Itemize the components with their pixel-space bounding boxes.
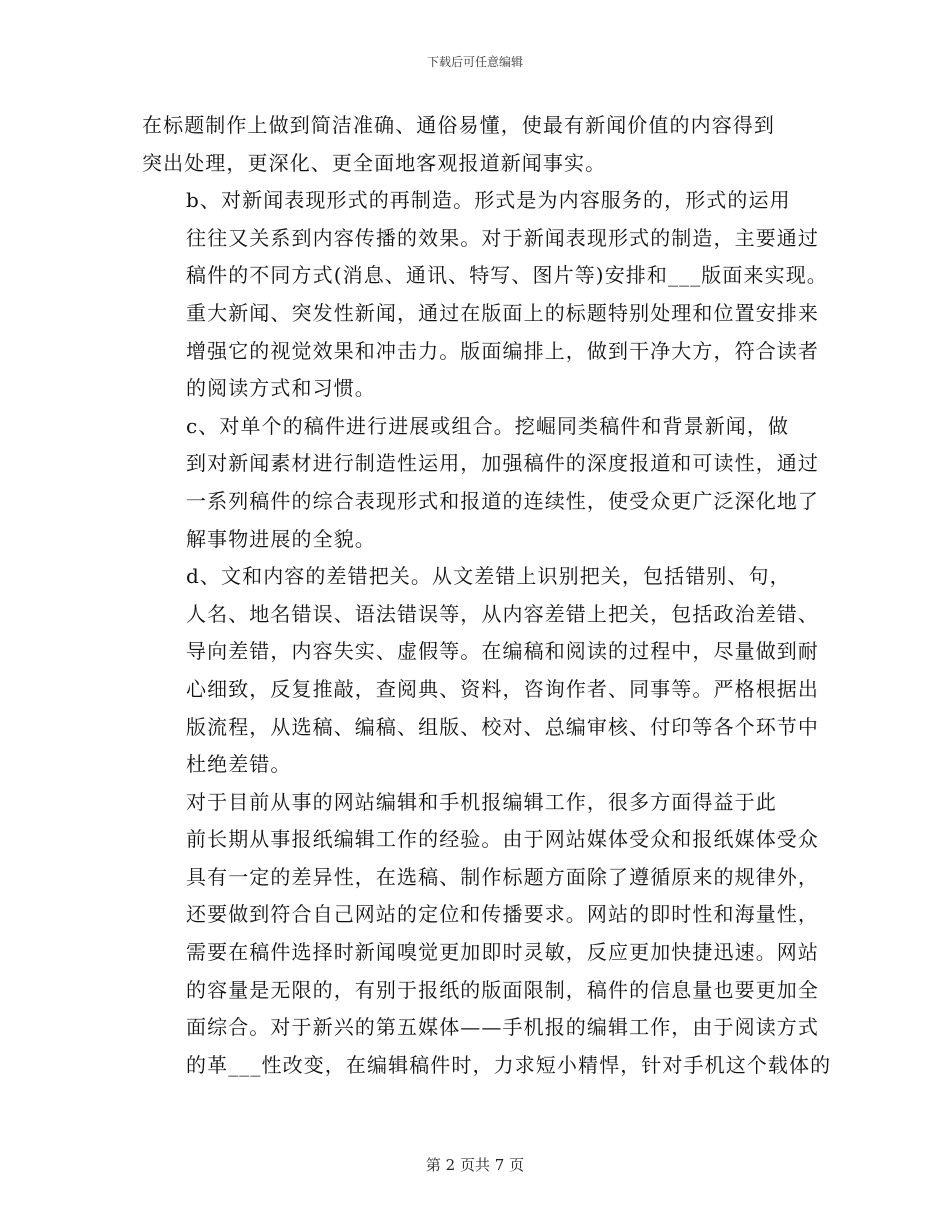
- text-line: 增强它的视觉效果和冲击力。版面编排上，做到干净大方，符合读者: [186, 338, 819, 363]
- text-line: b、对新闻表现形式的再制造。形式是为内容服务的，形式的运用: [186, 188, 791, 213]
- text-line: 一系列稿件的综合表现形式和报道的连续性，使受众更广泛深化地了: [186, 488, 819, 513]
- text-line: 稿件的不同方式(消息、通讯、特写、图片等)安排和___版面来实现。: [186, 263, 828, 288]
- text-line: 的革___性改变，在编辑稿件时，力求短小精悍，针对手机这个载体的: [186, 1052, 832, 1077]
- text-line: 解事物进展的全貌。: [186, 526, 376, 551]
- text-line: 往往又关系到内容传播的效果。对于新闻表现形式的制造，主要通过: [186, 225, 819, 250]
- document-body: [142, 107, 832, 1084]
- text-line: 具有一定的差异性，在选稿、制作标题方面除了遵循原来的规律外，: [186, 864, 819, 889]
- page-number: 第 2 页共 7 页: [425, 1156, 525, 1174]
- text-line: 版流程，从选稿、编稿、组版、校对、总编审核、付印等各个环节中: [186, 714, 819, 739]
- paragraph-5: [142, 784, 832, 1085]
- text-line: 导向差错，内容失实、虚假等。在编稿和阅读的过程中，尽量做到耐: [186, 639, 819, 664]
- text-line: 到对新闻素材进行制造性运用，加强稿件的深度报道和可读性，通过: [186, 451, 819, 476]
- text-line: 人名、地名错误、语法错误等，从内容差错上把关，包括政治差错、: [186, 601, 819, 626]
- paragraph-3: [142, 408, 819, 558]
- text-line: 对于目前从事的网站编辑和手机报编辑工作，很多方面得益于此: [186, 789, 777, 814]
- text-line: 的阅读方式和习惯。: [186, 376, 376, 401]
- paragraph-1: [142, 107, 812, 182]
- text-line: 杜绝差错。: [186, 752, 292, 777]
- paragraph-4: [142, 558, 819, 784]
- text-line: 突出处理，更深化、更全面地客观报道新闻事实。: [142, 150, 607, 175]
- text-line: 在标题制作上做到简洁准确、通俗易懂，使最有新闻价值的内容得到: [142, 113, 775, 137]
- text-line: 还要做到符合自己网站的定位和传播要求。网站的即时性和海量性，: [186, 902, 819, 927]
- text-line: d、文和内容的差错把关。从文差错上识别把关，包括错别、句，: [186, 564, 791, 589]
- text-line: c、对单个的稿件进行进展或组合。挖崛同类稿件和背景新闻，做: [186, 413, 790, 438]
- text-line: 的容量是无限的，有别于报纸的版面限制，稿件的信息量也要更加全: [186, 977, 819, 1002]
- page-header: 下载后可任意编辑: [426, 55, 523, 69]
- text-line: 需要在稿件选择时新闻嗅觉更加即时灵敏，反应更加快捷迅速。网站: [186, 940, 819, 965]
- paragraph-2: [142, 182, 828, 408]
- text-line: 重大新闻、突发性新闻，通过在版面上的标题特别处理和位置安排来: [186, 300, 819, 325]
- text-line: 面综合。对于新兴的第五媒体——手机报的编辑工作，由于阅读方式: [186, 1015, 819, 1040]
- text-line: 前长期从事报纸编辑工作的经验。由于网站媒体受众和报纸媒体受众: [186, 827, 819, 852]
- text-line: 心细致，反复推敲，查阅典、资料，咨询作者、同事等。严格根据出: [186, 676, 819, 701]
